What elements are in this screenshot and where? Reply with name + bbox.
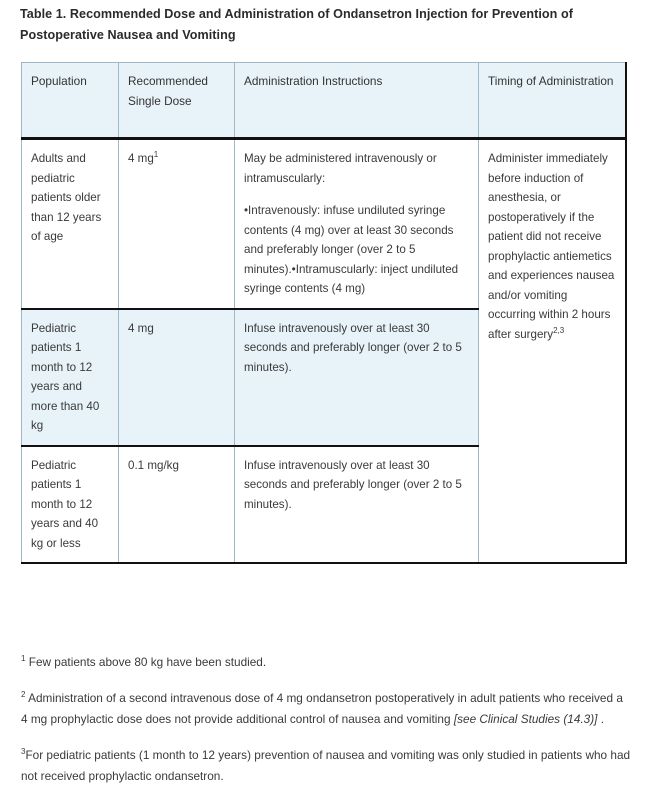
footnote-text: For pediatric patients (1 month to 12 years) prevention of nausea and vomiting was only studied in patients who had not received prophylactic ondansetron. <box>21 748 631 783</box>
footnote-text: Few patients above 80 kg have been studied. <box>28 655 267 669</box>
footnote-1 <box>21 652 631 673</box>
cell-dose <box>119 139 235 309</box>
dose-footnote-marker: 1 <box>153 150 159 160</box>
column-header-population: Population <box>22 63 119 139</box>
footnote-marker: 2 <box>21 690 26 700</box>
footnote-2 <box>21 688 631 730</box>
table-header <box>22 63 626 139</box>
timing-text: Administer immediately before induction of anesthesia, or postoperatively if the patient did not receive prophylactic antiemetics and experiences nausea and/or vomiting occurring within 2 hours after surgery <box>488 152 615 341</box>
footnote-3 <box>21 745 631 787</box>
column-header-administration-instructions: Administration Instructions <box>235 63 479 139</box>
dose-value: 0.1 mg/kg <box>128 458 179 472</box>
cell-population: Pediatric patients 1 month to 12 years and 40 kg or less <box>22 446 119 564</box>
cell-population: Adults and pediatric patients older than 12 years of age <box>22 139 119 309</box>
column-header-recommended-single-dose: Recommended Single Dose <box>119 63 235 139</box>
dose-administration-table <box>21 62 627 564</box>
instructions-paragraph: Infuse intravenously over at least 30 seconds and preferably longer (over 2 to 5 minutes). <box>244 458 462 511</box>
page-title: Table 1. Recommended Dose and Administration of Ondansetron Injection for Prevention of Postoperative Nausea and Vomiting <box>20 7 573 42</box>
cell-instructions <box>235 139 479 309</box>
table-body <box>22 139 626 564</box>
dose-value: 4 mg <box>128 321 154 335</box>
instructions-paragraph: Infuse intravenously over at least 30 seconds and preferably longer (over 2 to 5 minutes). <box>244 321 462 374</box>
cell-dose <box>119 446 235 564</box>
footnote-text: Administration of a second intravenous dose of 4 mg ondansetron postoperatively in adult patients who received a 4 mg prophylactic dose does not provide additional control of nausea and vomiting <box>21 691 623 726</box>
instructions-paragraph: •Intravenously: infuse undiluted syringe contents (4 mg) over at least 30 seconds and preferably longer (over 2 to 5 minutes).•Intramuscularly: inject undiluted syringe contents (4 mg) <box>244 204 459 295</box>
table-row <box>22 139 626 309</box>
timing-footnote-marker: 2,3 <box>553 325 565 335</box>
footnotes-section <box>21 652 631 787</box>
column-header-timing-of-administration: Timing of Administration <box>479 63 626 139</box>
instructions-paragraph: May be administered intravenously or intramuscularly: <box>244 152 437 185</box>
cell-dose <box>119 309 235 446</box>
footnote-tail: . <box>597 712 604 726</box>
footnote-citation: [see Clinical Studies (14.3)] <box>453 712 598 726</box>
footnote-marker: 1 <box>21 654 26 664</box>
footnote-marker: 3 <box>21 747 26 757</box>
table-header-row <box>22 63 626 139</box>
cell-instructions <box>235 309 479 446</box>
dose-value: 4 mg <box>128 152 154 165</box>
cell-population: Pediatric patients 1 month to 12 years and more than 40 kg <box>22 309 119 446</box>
cell-timing-of-administration <box>479 139 626 564</box>
cell-instructions <box>235 446 479 564</box>
